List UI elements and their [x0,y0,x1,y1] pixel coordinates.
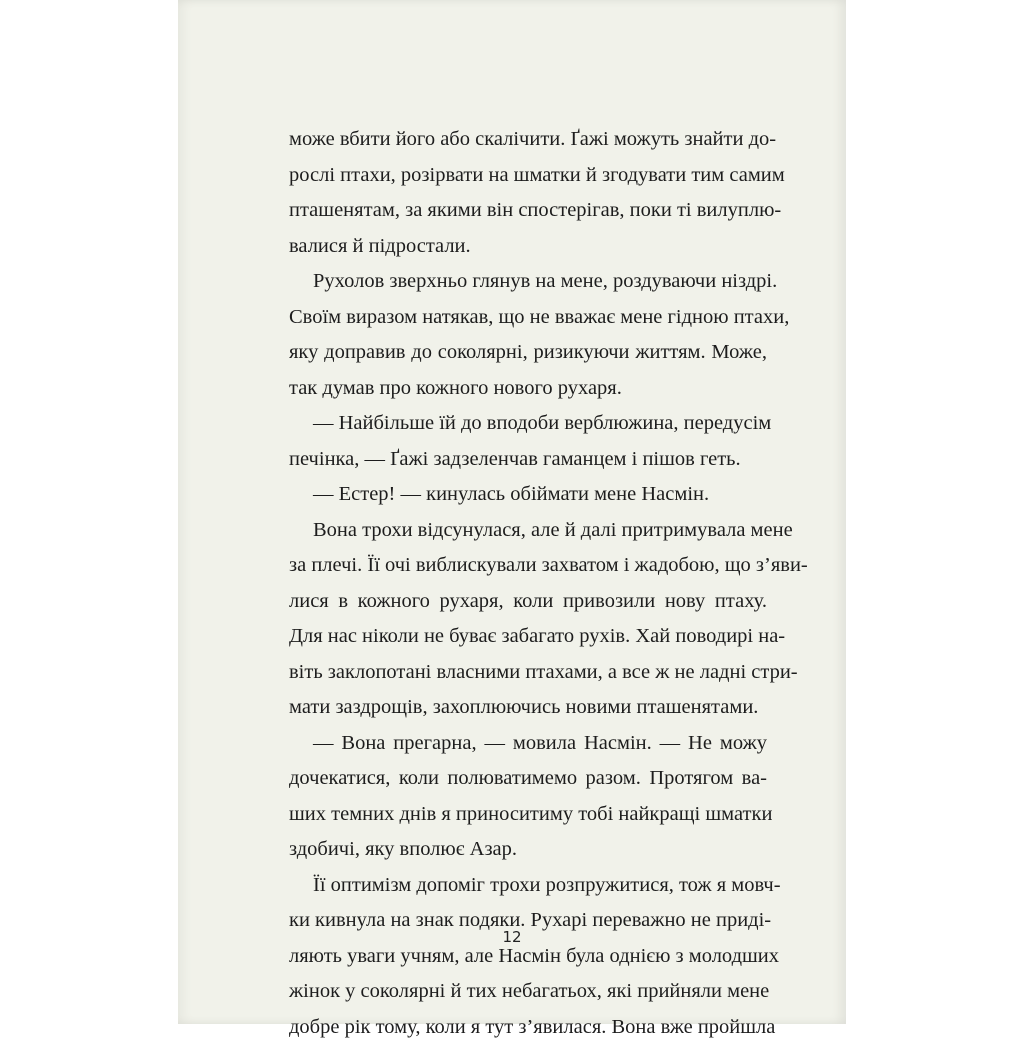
text-line: добре рік тому, коли я тут з’явилася. Вона вже пройшла [289,1010,767,1045]
text-line: лися в кожного рухаря, коли привозили нову птаху. [289,584,767,620]
text-line: печінка, — Ґажі задзеленчав гаманцем і пішов геть. [289,442,767,478]
text-line: — Найбільше їй до вподоби верблюжина, передусім [289,406,767,442]
text-line: яку доправив до соколярні, ризикуючи життям. Може, [289,335,767,371]
text-line: Для нас ніколи не буває забагато рухів. Хай поводирі на- [289,619,767,655]
text-line: — Естер! — кинулась обіймати мене Насмін. [289,477,767,513]
text-line: Рухолов зверхньо глянув на мене, роздуваючи ніздрі. [289,264,767,300]
text-line: Своїм виразом натякав, що не вважає мене гідною птахи, [289,300,767,336]
text-line: дочекатися, коли полюватимемо разом. Протягом ва- [289,761,767,797]
text-line: мати заздрощів, захоплюючись новими пташенятами. [289,690,767,726]
text-line: Вона трохи відсунулася, але й далі притримувала мене [289,513,767,549]
text-line: ших темних днів я приноситиму тобі найкращі шматки [289,797,767,833]
text-line: валися й підростали. [289,229,767,265]
text-line: здобичі, яку вполює Азар. [289,832,767,868]
body-text [289,122,767,1045]
text-line: Її оптимізм допоміг трохи розпружитися, тож я мовч- [289,868,767,904]
page-number: 12 [0,928,1024,946]
text-line: пташенятам, за якими він спостерігав, поки ті вилуплю- [289,193,767,229]
text-line: ки кивнула на знак подяки. Рухарі переважно не приді- [289,903,767,939]
text-line: так думав про кожного нового рухаря. [289,371,767,407]
text-line: за плечі. Її очі виблискували захватом і жадобою, що з’яви- [289,548,767,584]
text-line: жінок у соколярні й тих небагатьох, які прийняли мене [289,974,767,1010]
text-line: — Вона прегарна, — мовила Насмін. — Не можу [289,726,767,762]
text-line: рослі птахи, розірвати на шматки й згодувати тим самим [289,158,767,194]
text-line: може вбити його або скалічити. Ґажі можуть знайти до- [289,122,767,158]
text-line: віть заклопотані власними птахами, а все ж не ладні стри- [289,655,767,691]
text-line: ляють уваги учням, але Насмін була однією з молодших [289,939,767,975]
